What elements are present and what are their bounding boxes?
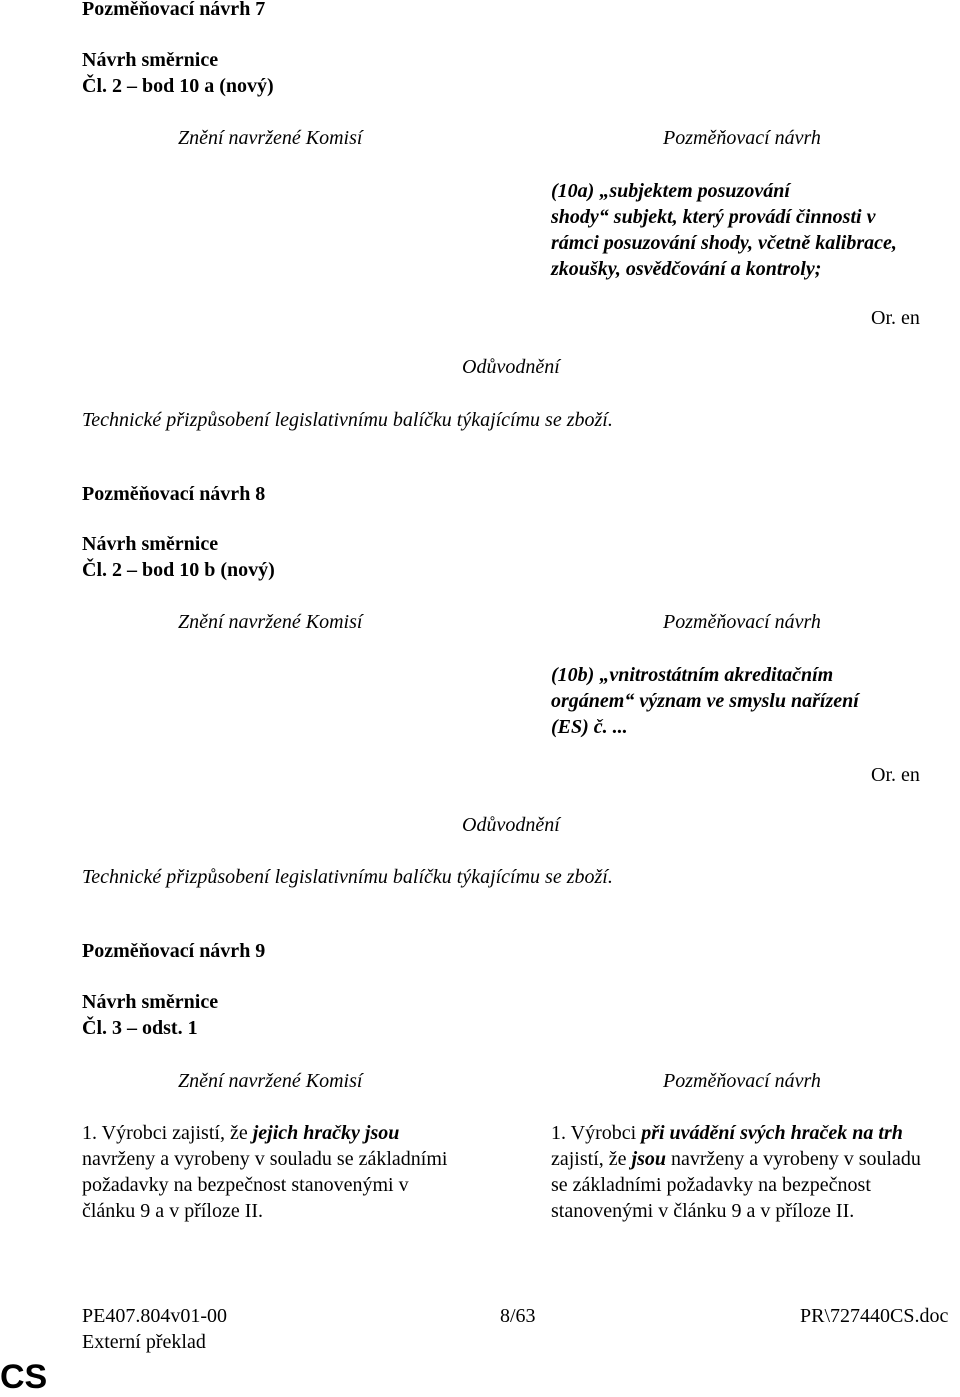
amendment-9-commission-text <box>82 1120 462 1224</box>
footer-file-name: PR\727440CS.doc <box>800 1305 949 1327</box>
footer-translation-note: Externí překlad <box>82 1331 206 1353</box>
amendment-9-amended-text <box>551 1120 936 1224</box>
amended-text-part: 1. Výrobci <box>551 1122 642 1144</box>
amendment-7-reference: Čl. 2 – bod 10 a (nový) <box>82 75 274 97</box>
amendment-7-document: Návrh směrnice <box>82 49 219 71</box>
amended-text-part: navrženy a vyrobeny v souladu se základními požadavky na bezpečnost stanovenými v článku 9 a v příloze II. <box>551 1148 921 1222</box>
amendment-8-text-line: (10b) „vnitrostátním akreditačním <box>551 664 834 686</box>
amendment-7-commission-header: Znění navržené Komisí <box>178 127 363 149</box>
commission-text-part: navrženy a vyrobeny v souladu se základními požadavky na bezpečnost stanovenými v článku 9 a v příloze II. <box>82 1148 448 1222</box>
amendment-8-title: Pozměňovací návrh 8 <box>82 483 266 505</box>
amendment-9-amendment-header: Pozměňovací návrh <box>663 1070 821 1092</box>
amended-text-emphasis: jsou <box>631 1148 666 1170</box>
amendment-8-text-line: orgánem“ význam ve smyslu nařízení <box>551 690 859 712</box>
amendment-8-amendment-header: Pozměňovací návrh <box>663 611 821 633</box>
amendment-7-text-line: (10a) „subjektem posuzování <box>551 180 790 202</box>
amended-text-emphasis: při uvádění svých hraček na trh <box>641 1122 903 1144</box>
amendment-7-title: Pozměňovací návrh 7 <box>82 0 266 20</box>
amendment-7-justification-header: Odůvodnění <box>462 356 560 378</box>
amendment-7-text-line: shody“ subjekt, který provádí činnosti v <box>551 206 876 228</box>
amendment-8-justification: Technické přizpůsobení legislativnímu balíčku týkajícímu se zboží. <box>82 866 613 888</box>
amendment-7-amendment-header: Pozměňovací návrh <box>663 127 821 149</box>
amendment-7-justification: Technické přizpůsobení legislativnímu balíčku týkajícímu se zboží. <box>82 409 613 431</box>
amended-text-part: zajistí, že <box>551 1148 632 1170</box>
amendment-8-justification-header: Odůvodnění <box>462 814 560 836</box>
amendment-8-commission-header: Znění navržené Komisí <box>178 611 363 633</box>
amendment-9-title: Pozměňovací návrh 9 <box>82 940 266 962</box>
amendment-7-original-language: Or. en <box>871 307 920 329</box>
amendment-7-text-line: zkoušky, osvědčování a kontroly; <box>551 258 822 280</box>
footer-document-reference: PE407.804v01-00 <box>82 1305 227 1327</box>
amendment-9-reference: Čl. 3 – odst. 1 <box>82 1017 198 1039</box>
amendment-9-document: Návrh směrnice <box>82 991 219 1013</box>
amendment-9-commission-header: Znění navržené Komisí <box>178 1070 363 1092</box>
commission-text-part: 1. Výrobci zajistí, že <box>82 1122 253 1144</box>
amendment-7-text-line: rámci posuzování shody, včetně kalibrace, <box>551 232 897 254</box>
amendment-8-text-line: (ES) č. ... <box>551 716 628 738</box>
amendment-8-reference: Čl. 2 – bod 10 b (nový) <box>82 559 275 581</box>
amendment-8-document: Návrh směrnice <box>82 533 219 555</box>
commission-text-emphasis: jejich hračky jsou <box>252 1122 400 1144</box>
footer-page-number: 8/63 <box>500 1305 536 1327</box>
language-code: CS <box>0 1358 48 1396</box>
amendment-8-original-language: Or. en <box>871 764 920 786</box>
